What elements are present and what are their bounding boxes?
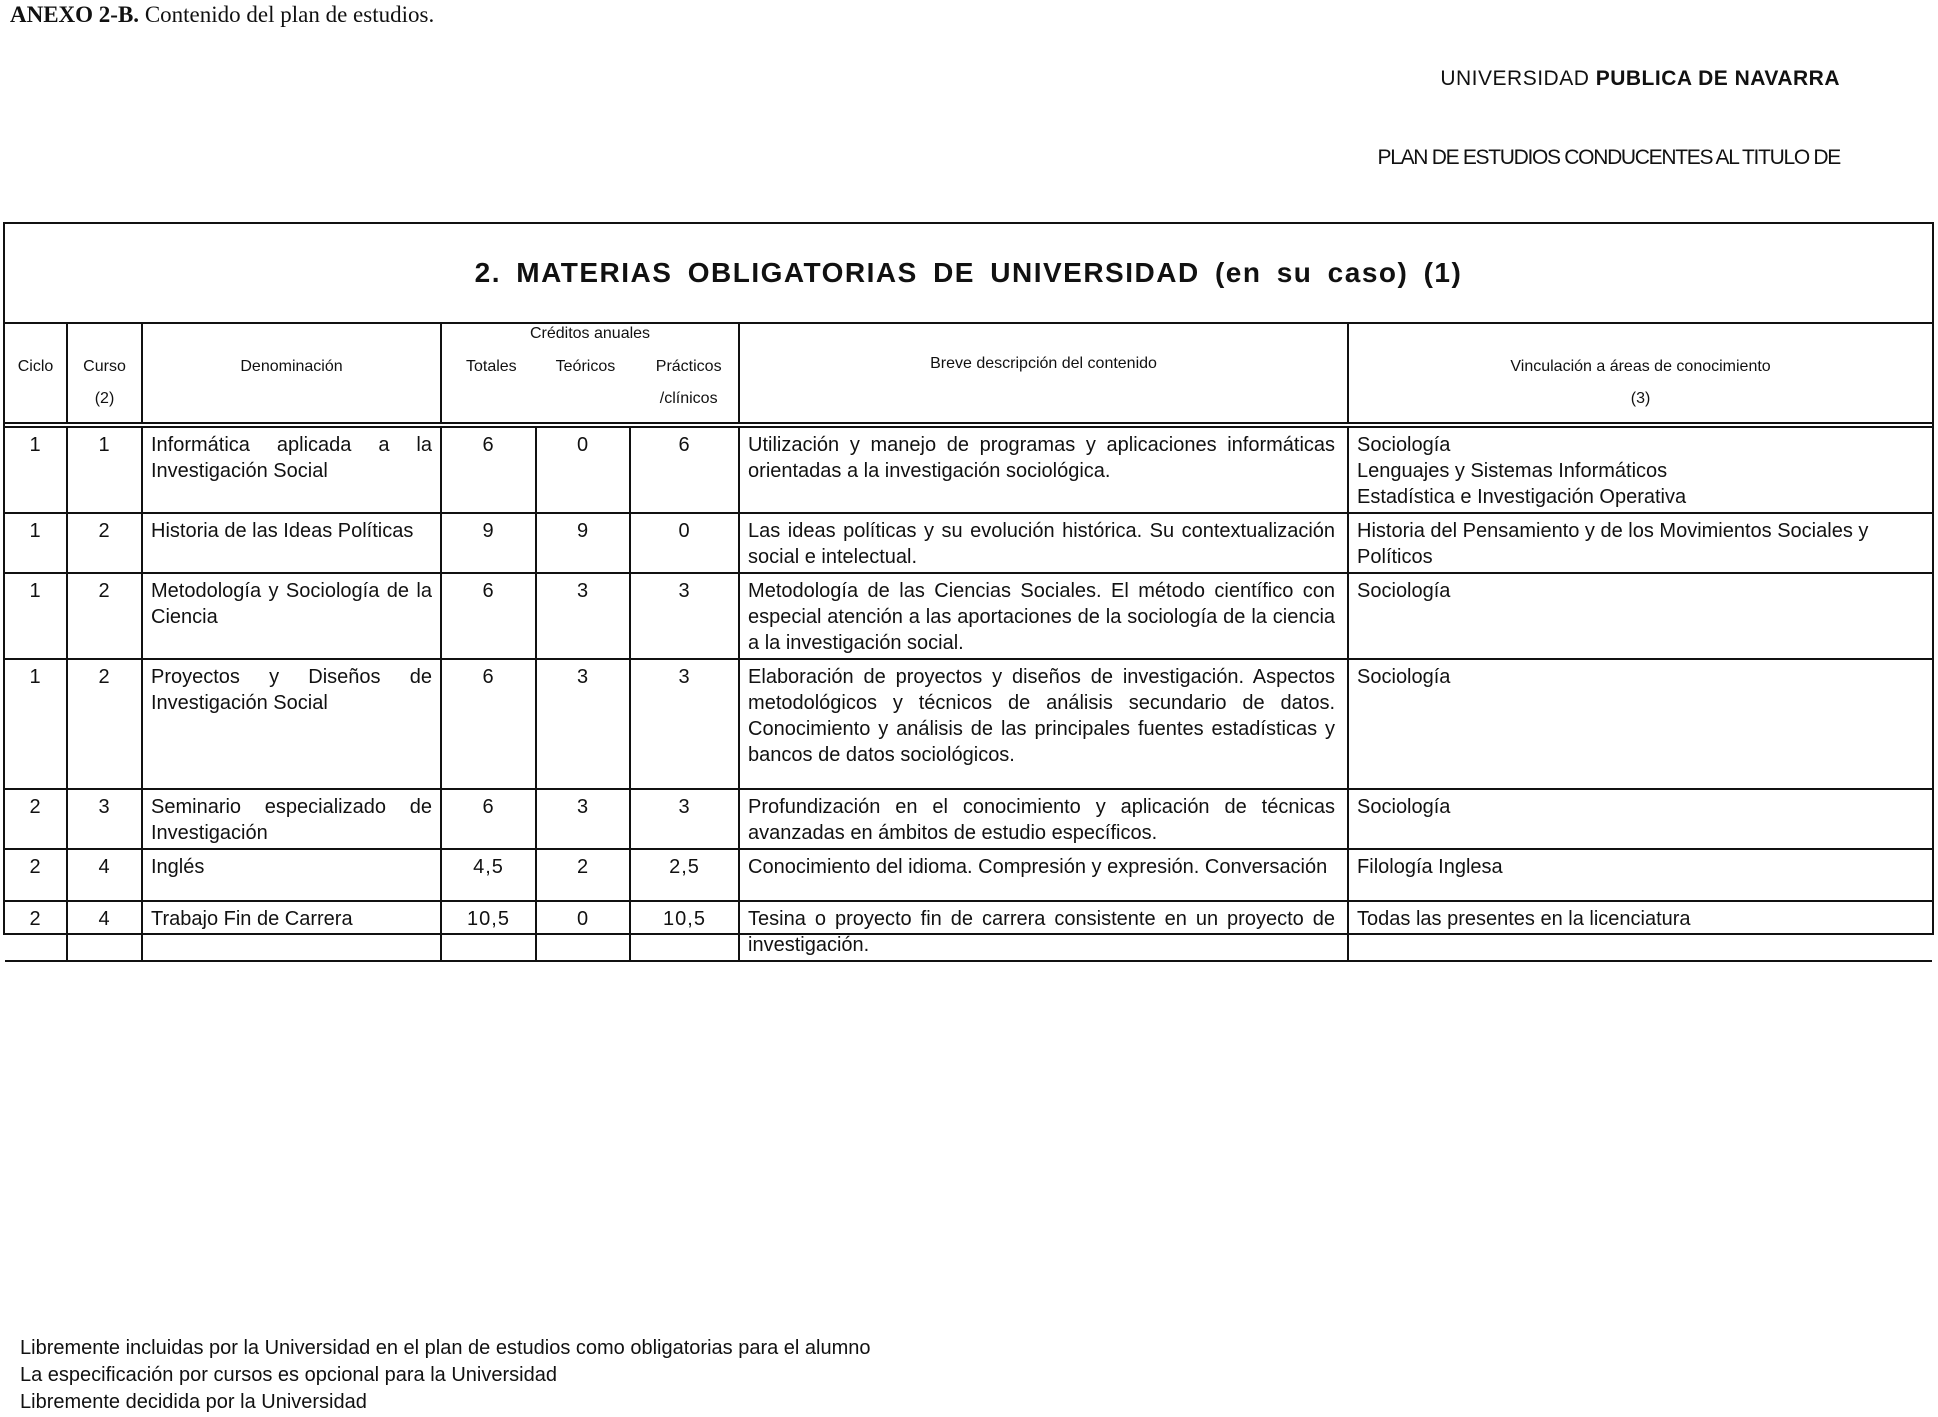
cell-denominacion: Metodología y Sociología de la Ciencia <box>142 573 441 659</box>
area-item: Sociología <box>1357 796 1451 818</box>
cell-areas <box>1348 659 1932 789</box>
cell-totales: 6 <box>441 789 536 849</box>
annex-heading <box>10 2 434 28</box>
cell-denominacion: Inglés <box>142 849 441 901</box>
cell-teoricos: 9 <box>536 513 630 573</box>
cell-areas <box>1348 573 1932 659</box>
cell-totales: 6 <box>441 659 536 789</box>
cell-totales: 10,5 <box>441 901 536 961</box>
table-row <box>5 425 1932 513</box>
cell-descripcion: Profundización en el conocimiento y aplicación de técnicas avanzadas en ámbitos de estudio específicos. <box>739 789 1348 849</box>
cell-practicos: 3 <box>630 573 739 659</box>
cell-areas <box>1348 789 1932 849</box>
header-curso-note: (2) <box>94 390 115 407</box>
table-row <box>5 849 1932 901</box>
cell-curso: 2 <box>67 513 142 573</box>
cell-ciclo: 1 <box>5 573 67 659</box>
cell-ciclo: 1 <box>5 659 67 789</box>
cell-teoricos: 3 <box>536 789 630 849</box>
header-creditos-title: Créditos anuales <box>529 325 651 342</box>
cell-areas <box>1348 901 1932 961</box>
cell-descripcion: Metodología de las Ciencias Sociales. El método científico con especial atención a las aportaciones de la sociología de la ciencia a la investigación social. <box>739 573 1348 659</box>
area-item: Sociología <box>1357 580 1451 602</box>
university-heading <box>1440 67 1840 91</box>
area-item: Lenguajes y Sistemas Informáticos <box>1357 460 1668 482</box>
cell-teoricos: 3 <box>536 573 630 659</box>
cell-descripcion: Las ideas políticas y su evolución histórica. Su contextualización social e intelectual. <box>739 513 1348 573</box>
header-vinculacion: Vinculación a áreas de conocimiento (3) <box>1348 322 1932 425</box>
university-name: PUBLICA DE NAVARRA <box>1595 67 1840 90</box>
area-item: Todas las presentes en la licenciatura <box>1357 908 1691 930</box>
cell-curso: 2 <box>67 573 142 659</box>
cell-areas <box>1348 513 1932 573</box>
table-row <box>5 573 1932 659</box>
cell-denominacion: Informática aplicada a la Investigación Social <box>142 425 441 513</box>
cell-areas <box>1348 425 1932 513</box>
subjects-box <box>3 222 1934 956</box>
footnotes <box>20 1335 871 1416</box>
cell-curso: 4 <box>67 901 142 961</box>
table-header-row <box>5 322 1932 425</box>
cell-practicos: 3 <box>630 659 739 789</box>
cell-denominacion: Proyectos y Diseños de Investigación Social <box>142 659 441 789</box>
table-row <box>5 901 1932 961</box>
table-row <box>5 789 1932 849</box>
cell-teoricos: 0 <box>536 901 630 961</box>
cell-denominacion: Seminario especializado de Investigación <box>142 789 441 849</box>
section-title: 2. MATERIAS OBLIGATORIAS DE UNIVERSIDAD (en su caso) (1) <box>5 224 1932 324</box>
cell-denominacion: Historia de las Ideas Políticas <box>142 513 441 573</box>
area-item: Historia del Pensamiento y de los Movimientos Sociales y Políticos <box>1357 520 1869 568</box>
header-practicos-2: /clínicos <box>659 390 718 407</box>
cell-descripcion: Elaboración de proyectos y diseños de investigación. Aspectos metodológicos y técnicos de análisis secundario de datos. Conocimiento y análisis de las principales fuentes estadísticas y bancos de datos sociológicos. <box>739 659 1348 789</box>
cell-ciclo: 1 <box>5 425 67 513</box>
plan-title: PLAN DE ESTUDIOS CONDUCENTES AL TITULO DE <box>1377 146 1840 169</box>
annex-label: ANEXO 2-B. <box>10 2 140 27</box>
table-row <box>5 513 1932 573</box>
table-row <box>5 659 1932 789</box>
header-ciclo: Ciclo <box>5 322 67 425</box>
cell-teoricos: 2 <box>536 849 630 901</box>
cell-practicos: 3 <box>630 789 739 849</box>
footnote-2: La especificación por cursos es opcional para la Universidad <box>20 1364 557 1386</box>
cell-ciclo: 2 <box>5 849 67 901</box>
footnote-3: Libremente decidida por la Universidad <box>20 1391 367 1413</box>
cell-curso: 2 <box>67 659 142 789</box>
header-creditos <box>441 322 739 425</box>
cell-totales: 4,5 <box>441 849 536 901</box>
header-totales: Totales <box>465 358 517 375</box>
cell-practicos: 0 <box>630 513 739 573</box>
cell-descripcion: Tesina o proyecto fin de carrera consistente en un proyecto de investigación. <box>739 901 1348 961</box>
header-vinculacion-note: (3) <box>1630 390 1651 407</box>
area-item: Estadística e Investigación Operativa <box>1357 486 1687 508</box>
subjects-table <box>5 322 1932 962</box>
header-practicos: Prácticos <box>655 358 722 375</box>
cell-totales: 9 <box>441 513 536 573</box>
cell-ciclo: 2 <box>5 901 67 961</box>
header-curso: Curso (2) <box>67 322 142 425</box>
header-denominacion: Denominación <box>142 322 441 425</box>
cell-practicos: 6 <box>630 425 739 513</box>
cell-curso: 1 <box>67 425 142 513</box>
cell-totales: 6 <box>441 573 536 659</box>
area-item: Sociología <box>1357 666 1451 688</box>
cell-ciclo: 2 <box>5 789 67 849</box>
cell-areas <box>1348 849 1932 901</box>
cell-teoricos: 0 <box>536 425 630 513</box>
cell-descripcion: Conocimiento del idioma. Compresión y expresión. Conversación <box>739 849 1348 901</box>
cell-descripcion: Utilización y manejo de programas y aplicaciones informáticas orientadas a la investigación sociológica. <box>739 425 1348 513</box>
cell-curso: 4 <box>67 849 142 901</box>
cell-practicos: 10,5 <box>630 901 739 961</box>
cell-practicos: 2,5 <box>630 849 739 901</box>
cell-denominacion: Trabajo Fin de Carrera <box>142 901 441 961</box>
header-teoricos: Teóricos <box>555 358 616 375</box>
footnote-1: Libremente incluidas por la Universidad en el plan de estudios como obligatorias para el alumno <box>20 1337 871 1359</box>
university-prefix: UNIVERSIDAD <box>1440 67 1590 90</box>
header-descripcion: Breve descripción del contenido <box>739 322 1348 425</box>
cell-ciclo: 1 <box>5 513 67 573</box>
cell-teoricos: 3 <box>536 659 630 789</box>
cell-curso: 3 <box>67 789 142 849</box>
area-item: Sociología <box>1357 434 1451 456</box>
area-item: Filología Inglesa <box>1357 856 1503 878</box>
cell-totales: 6 <box>441 425 536 513</box>
annex-text: Contenido del plan de estudios. <box>144 2 435 27</box>
